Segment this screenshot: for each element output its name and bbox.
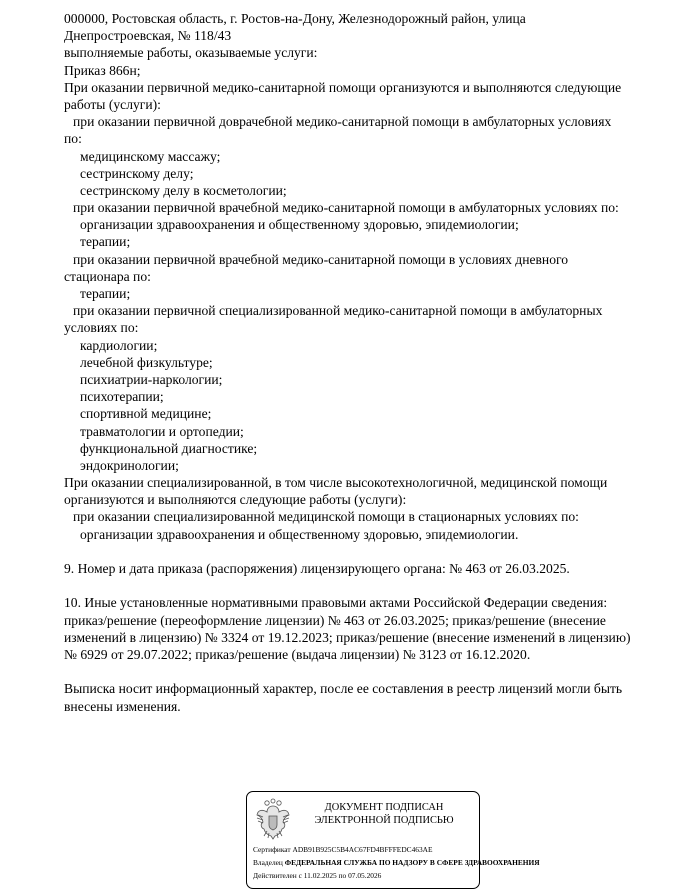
text-line: Выписка носит информационный характер, после ее составления в реестр лицензий могли быть bbox=[64, 681, 623, 697]
owner-label: Владелец bbox=[253, 858, 283, 867]
text-line: спортивной медицине; bbox=[80, 406, 212, 422]
text-line: терапии; bbox=[80, 234, 131, 250]
text-line: кардиологии; bbox=[80, 337, 158, 353]
text-line: сестринскому делу; bbox=[80, 165, 194, 181]
blank-line bbox=[64, 577, 680, 594]
text-line: 000000, Ростовская область, г. Ростов-на-Дону, Железнодорожный район, улица bbox=[64, 11, 526, 26]
text-line: организации здравоохранения и общественному здоровью, эпидемиологии. bbox=[80, 526, 519, 542]
owner-value: ФЕДЕРАЛЬНАЯ СЛУЖБА ПО НАДЗОРУ В СФЕРЕ ЗДРАВООХРАНЕНИЯ bbox=[284, 858, 540, 867]
certificate-label: Сертификат bbox=[253, 845, 291, 854]
text-line: условиях по: bbox=[64, 320, 139, 336]
valid-to: 07.05.2026 bbox=[348, 871, 382, 880]
text-line: травматологии и ортопедии; bbox=[80, 423, 244, 439]
text-line: при оказании первичной врачебной медико-санитарной помощи в условиях дневного bbox=[73, 251, 569, 267]
text-line: изменений в лицензию) № 3324 от 19.12.2023; приказ/решение (внесение изменений в лицензию) bbox=[64, 629, 631, 645]
electronic-signature-stamp bbox=[246, 791, 540, 889]
document-body bbox=[64, 10, 680, 715]
text-line: психотерапии; bbox=[80, 389, 164, 405]
russian-coat-of-arms-icon bbox=[255, 798, 291, 840]
text-line: медицинскому массажу; bbox=[80, 148, 221, 164]
stamp-owner-row bbox=[253, 858, 540, 867]
text-line: организации здравоохранения и общественному здоровью, эпидемиологии; bbox=[80, 217, 519, 233]
text-line: 9. Номер и дата приказа (распоряжения) лицензирующего органа: № 463 от 26.03.2025. bbox=[64, 561, 570, 576]
text-line: функциональной диагностике; bbox=[80, 440, 258, 456]
text-line: Приказ 866н; bbox=[64, 62, 141, 78]
validity-label: Действителен с bbox=[253, 871, 302, 880]
stamp-title-line2: ЭЛЕКТРОННОЙ ПОДПИСЬЮ bbox=[314, 815, 454, 826]
text-line: организуются и выполняются следующие работы (услуги): bbox=[64, 492, 407, 508]
text-line: 10. Иные установленные нормативными правовыми актами Российской Федерации сведения: bbox=[64, 595, 608, 611]
text-line: приказ/решение (переоформление лицензии) № 463 от 26.03.2025; приказ/решение (внесение bbox=[64, 612, 606, 628]
stamp-validity-row bbox=[253, 871, 381, 880]
text-line: по: bbox=[64, 131, 82, 147]
validity-to-label: по bbox=[338, 871, 347, 880]
text-line: работы (услуги): bbox=[64, 96, 161, 112]
text-line: сестринскому делу в косметологии; bbox=[80, 182, 287, 198]
text-line: при оказании первичной врачебной медико-санитарной помощи в амбулаторных условиях по: bbox=[73, 200, 619, 216]
text-line: эндокринологии; bbox=[80, 457, 179, 473]
text-line: психиатрии-наркологии; bbox=[80, 371, 223, 387]
text-line: выполняемые работы, оказываемые услуги: bbox=[64, 45, 318, 61]
text-line: При оказании первичной медико-санитарной помощи организуются и выполняются следующие bbox=[64, 79, 622, 95]
stamp-title-line1: ДОКУМЕНТ ПОДПИСАН bbox=[324, 802, 444, 813]
text-line: при оказании первичной специализированной медико-санитарной помощи в амбулаторных bbox=[73, 303, 603, 319]
text-line: Днепростроевская, № 118/43 bbox=[64, 28, 232, 44]
text-line: лечебной физкультуре; bbox=[80, 354, 213, 370]
blank-line bbox=[64, 543, 680, 560]
valid-from: 11.02.2025 bbox=[303, 871, 337, 880]
text-line: при оказании специализированной медицинской помощи в стационарных условиях по: bbox=[73, 509, 579, 525]
text-line: внесены изменения. bbox=[64, 698, 181, 714]
text-line: стационара по: bbox=[64, 268, 151, 284]
text-line: № 6929 от 29.07.2022; приказ/решение (выдача лицензии) № 3123 от 16.12.2020. bbox=[64, 646, 531, 662]
certificate-value: ADB91B925C5B4AC67FD4BFFFEDC463AE bbox=[292, 845, 433, 854]
text-line: при оказании первичной доврачебной медико-санитарной помощи в амбулаторных условиях bbox=[73, 114, 612, 130]
text-line: терапии; bbox=[80, 286, 131, 301]
blank-line bbox=[64, 663, 680, 680]
stamp-title bbox=[291, 801, 477, 827]
stamp-certificate-row bbox=[253, 845, 433, 854]
text-line: При оказании специализированной, в том числе высокотехнологичной, медицинской помощи bbox=[64, 475, 608, 491]
